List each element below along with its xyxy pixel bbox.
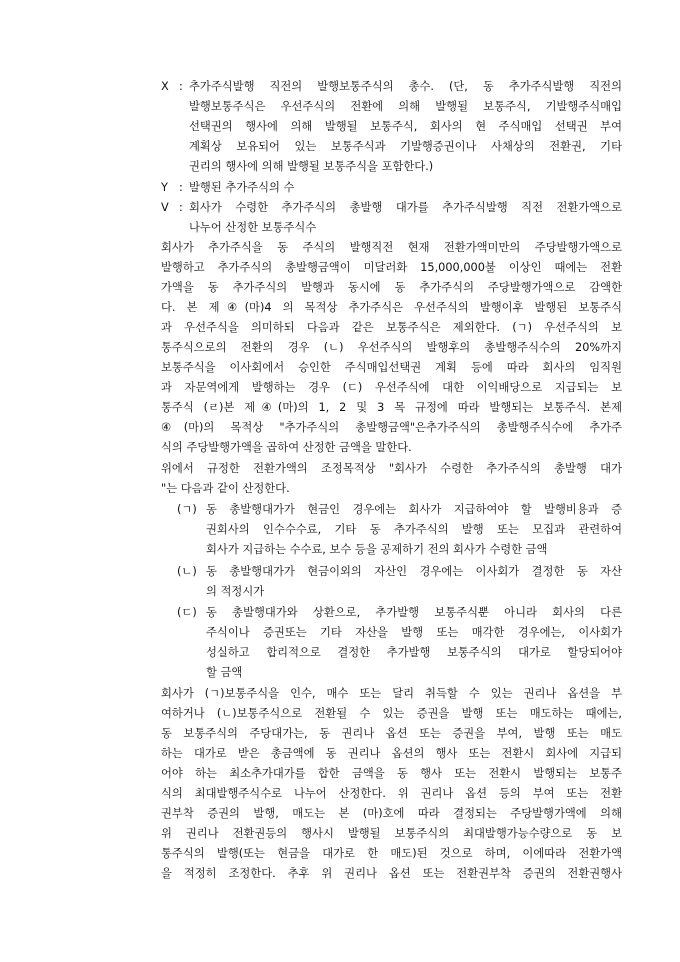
- paragraph-line: 가액을 동 추가주식의 발행과 동시에 동 추가주식의 주당발행가액으로 감액한: [161, 281, 622, 294]
- list-item-line: 주식이나 증권또는 기타 자산을 발행 또는 매각한 경우에는, 이사회가: [206, 626, 622, 639]
- paragraph-line: 하는 대가로 받은 총금액에 동 권리나 옵션의 행사 또는 전환시 회사에 지급되: [161, 747, 622, 760]
- paragraph-line: 통주식 (ㄹ)본 제④(마)의 1, 2 및 3 목 규정에 따라 발행되는 보통주식. 본제: [161, 401, 622, 414]
- list-item-marker: (ㄷ): [177, 606, 197, 619]
- def-v-separator: :: [179, 201, 183, 214]
- paragraph-line: "는 다음과 같이 산정한다.: [161, 482, 290, 495]
- list-item-marker: (ㄱ): [177, 503, 197, 516]
- list-item-line: 회사가 지급하는 수수료, 보수 등을 공제하기 전의 회사가 수령한 금액: [206, 543, 548, 556]
- paragraph-line: 통주식으로의 전환의 경우 (ㄴ) 우선주식의 발행후의 총발행주식수의 20%까지: [161, 341, 622, 354]
- paragraph-line: 회사가 (ㄱ)보통주식을 인수, 매수 또는 달리 취득할 수 있는 권리나 옵션을 부: [161, 687, 622, 700]
- paragraph-line: 을 적정히 조정한다. 추후 위 권리나 옵션 또는 전환권부착 증권의 전환권행사: [161, 867, 622, 880]
- paragraph-line: 식의 주당발행가액을 곱하여 산정한 금액을 말한다.: [161, 441, 412, 454]
- def-y-label: Y: [161, 181, 168, 194]
- def-x-line: 발행보통주식은 우선주식의 전환에 의해 발행될 보통주식, 기발행주식매입: [189, 100, 622, 113]
- def-x-label: X: [161, 80, 169, 93]
- paragraph-line: 과 자문역에게 발행하는 경우 (ㄷ) 우선주식에 대한 이익배당으로 지급되는 보: [161, 381, 622, 394]
- paragraph-line: 보통주식을 이사회에서 승인한 주식매입선택권 계획 등에 따라 회사의 임직원: [161, 361, 622, 374]
- paragraph-line: 어야 하는 최소추가대가를 합한 금액을 동 행사 또는 전환시 발행되는 보통주: [161, 767, 622, 780]
- def-x-line: 권리의 행사에 의해 발행될 보통주식을 포함한다.): [189, 160, 434, 173]
- paragraph-line: 발행하고 추가주식의 총발행금액이 미달러화 15,000,000불 이상인 때에는 전환: [161, 261, 622, 274]
- def-y-text: 발행된 추가주식의 수: [189, 181, 295, 194]
- list-item-line: 동 총발행대가가 현금이외의 자산인 경우에는 이사회가 결정한 동 자산: [206, 565, 622, 578]
- paragraph-line: 식의 최대발행주식수로 나누어 산정한다. 위 권리나 옵션 등의 부여 또는 전환: [161, 787, 622, 800]
- paragraph-line: 권부착 증권의 발행, 매도는 본 (마)호에 따라 결정되는 주당발행가액에 의해: [161, 807, 622, 820]
- paragraph-line: 위 권리나 전환권등의 행사시 발행될 보통주식의 최대발행가능수량으로 동 보: [161, 827, 622, 840]
- paragraph-line: 회사가 추가주식을 동 주식의 발행직전 현재 전환가액미만의 주당발행가액으로: [161, 241, 622, 254]
- def-x-separator: :: [179, 80, 183, 93]
- list-item-line: 동 총발행대가와 상환으로, 추가발행 보통주식뿐 아니라 회사의 다른: [206, 606, 622, 619]
- paragraph-line: 통주식의 발행(또는 현금을 대가로 한 매도)된 것으로 하며, 이에따라 전환가액: [161, 847, 622, 860]
- def-v-line: 회사가 수령한 추가주식의 총발행 대가를 추가주식발행 직전 전환가액으로: [189, 201, 622, 214]
- def-x-line: 추가주식발행 직전의 발행보통주식의 총수. (단, 동 추가주식발행 직전의: [189, 80, 622, 93]
- def-v-line: 나누어 산정한 보통주식수: [189, 221, 317, 234]
- list-item-line: 할 금액: [206, 666, 243, 679]
- def-x-line: 선택권의 행사에 의해 발행될 보통주식, 회사의 현 주식매입 선택권 부여: [189, 120, 622, 133]
- def-v-label: V: [161, 201, 169, 214]
- paragraph-line: 여하거나 (ㄴ)보통주식으로 전환될 수 있는 증권을 발행 또는 매도하는 때에는,: [161, 707, 622, 720]
- def-x-line: 계획상 보유되어 있는 보통주식과 기발행증권이나 사채상의 전환권, 기타: [189, 140, 622, 153]
- list-item-line: 동 총발행대가가 현금인 경우에는 회사가 지급하여야 할 발행비용과 증: [206, 503, 622, 516]
- list-item-line: 성실하고 합리적으로 결정한 추가발행 보통주식의 대가로 할당되어야: [206, 646, 622, 659]
- paragraph-line: 위에서 규정한 전환가액의 조정목적상 "회사가 수령한 추가주식의 총발행 대가: [161, 462, 622, 475]
- paragraph-line: ④(마)의 목적상 "추가주식의 총발행금액"은추가주식의 총발행주식수에 추가주: [161, 421, 622, 434]
- list-item-line: 권회사의 인수수수료, 기타 동 추가주식의 발행 또는 모집과 관련하여: [206, 523, 622, 536]
- list-item-line: 의 적정시가: [206, 585, 265, 598]
- list-item-marker: (ㄴ): [177, 565, 197, 578]
- paragraph-line: 동 보통주식의 주당대가는, 동 권리나 옵션 또는 증권을 부여, 발행 또는 매도: [161, 727, 622, 740]
- paragraph-line: 과 우선주식을 의미하되 다음과 같은 보통주식은 제외한다. (ㄱ) 우선주식의 보: [161, 321, 622, 334]
- def-y-separator: :: [179, 181, 183, 194]
- paragraph-line: 다. 본 제④(마)4 의 목적상 추가주식은 우선주식의 발행이후 발행된 보통주식: [161, 301, 622, 314]
